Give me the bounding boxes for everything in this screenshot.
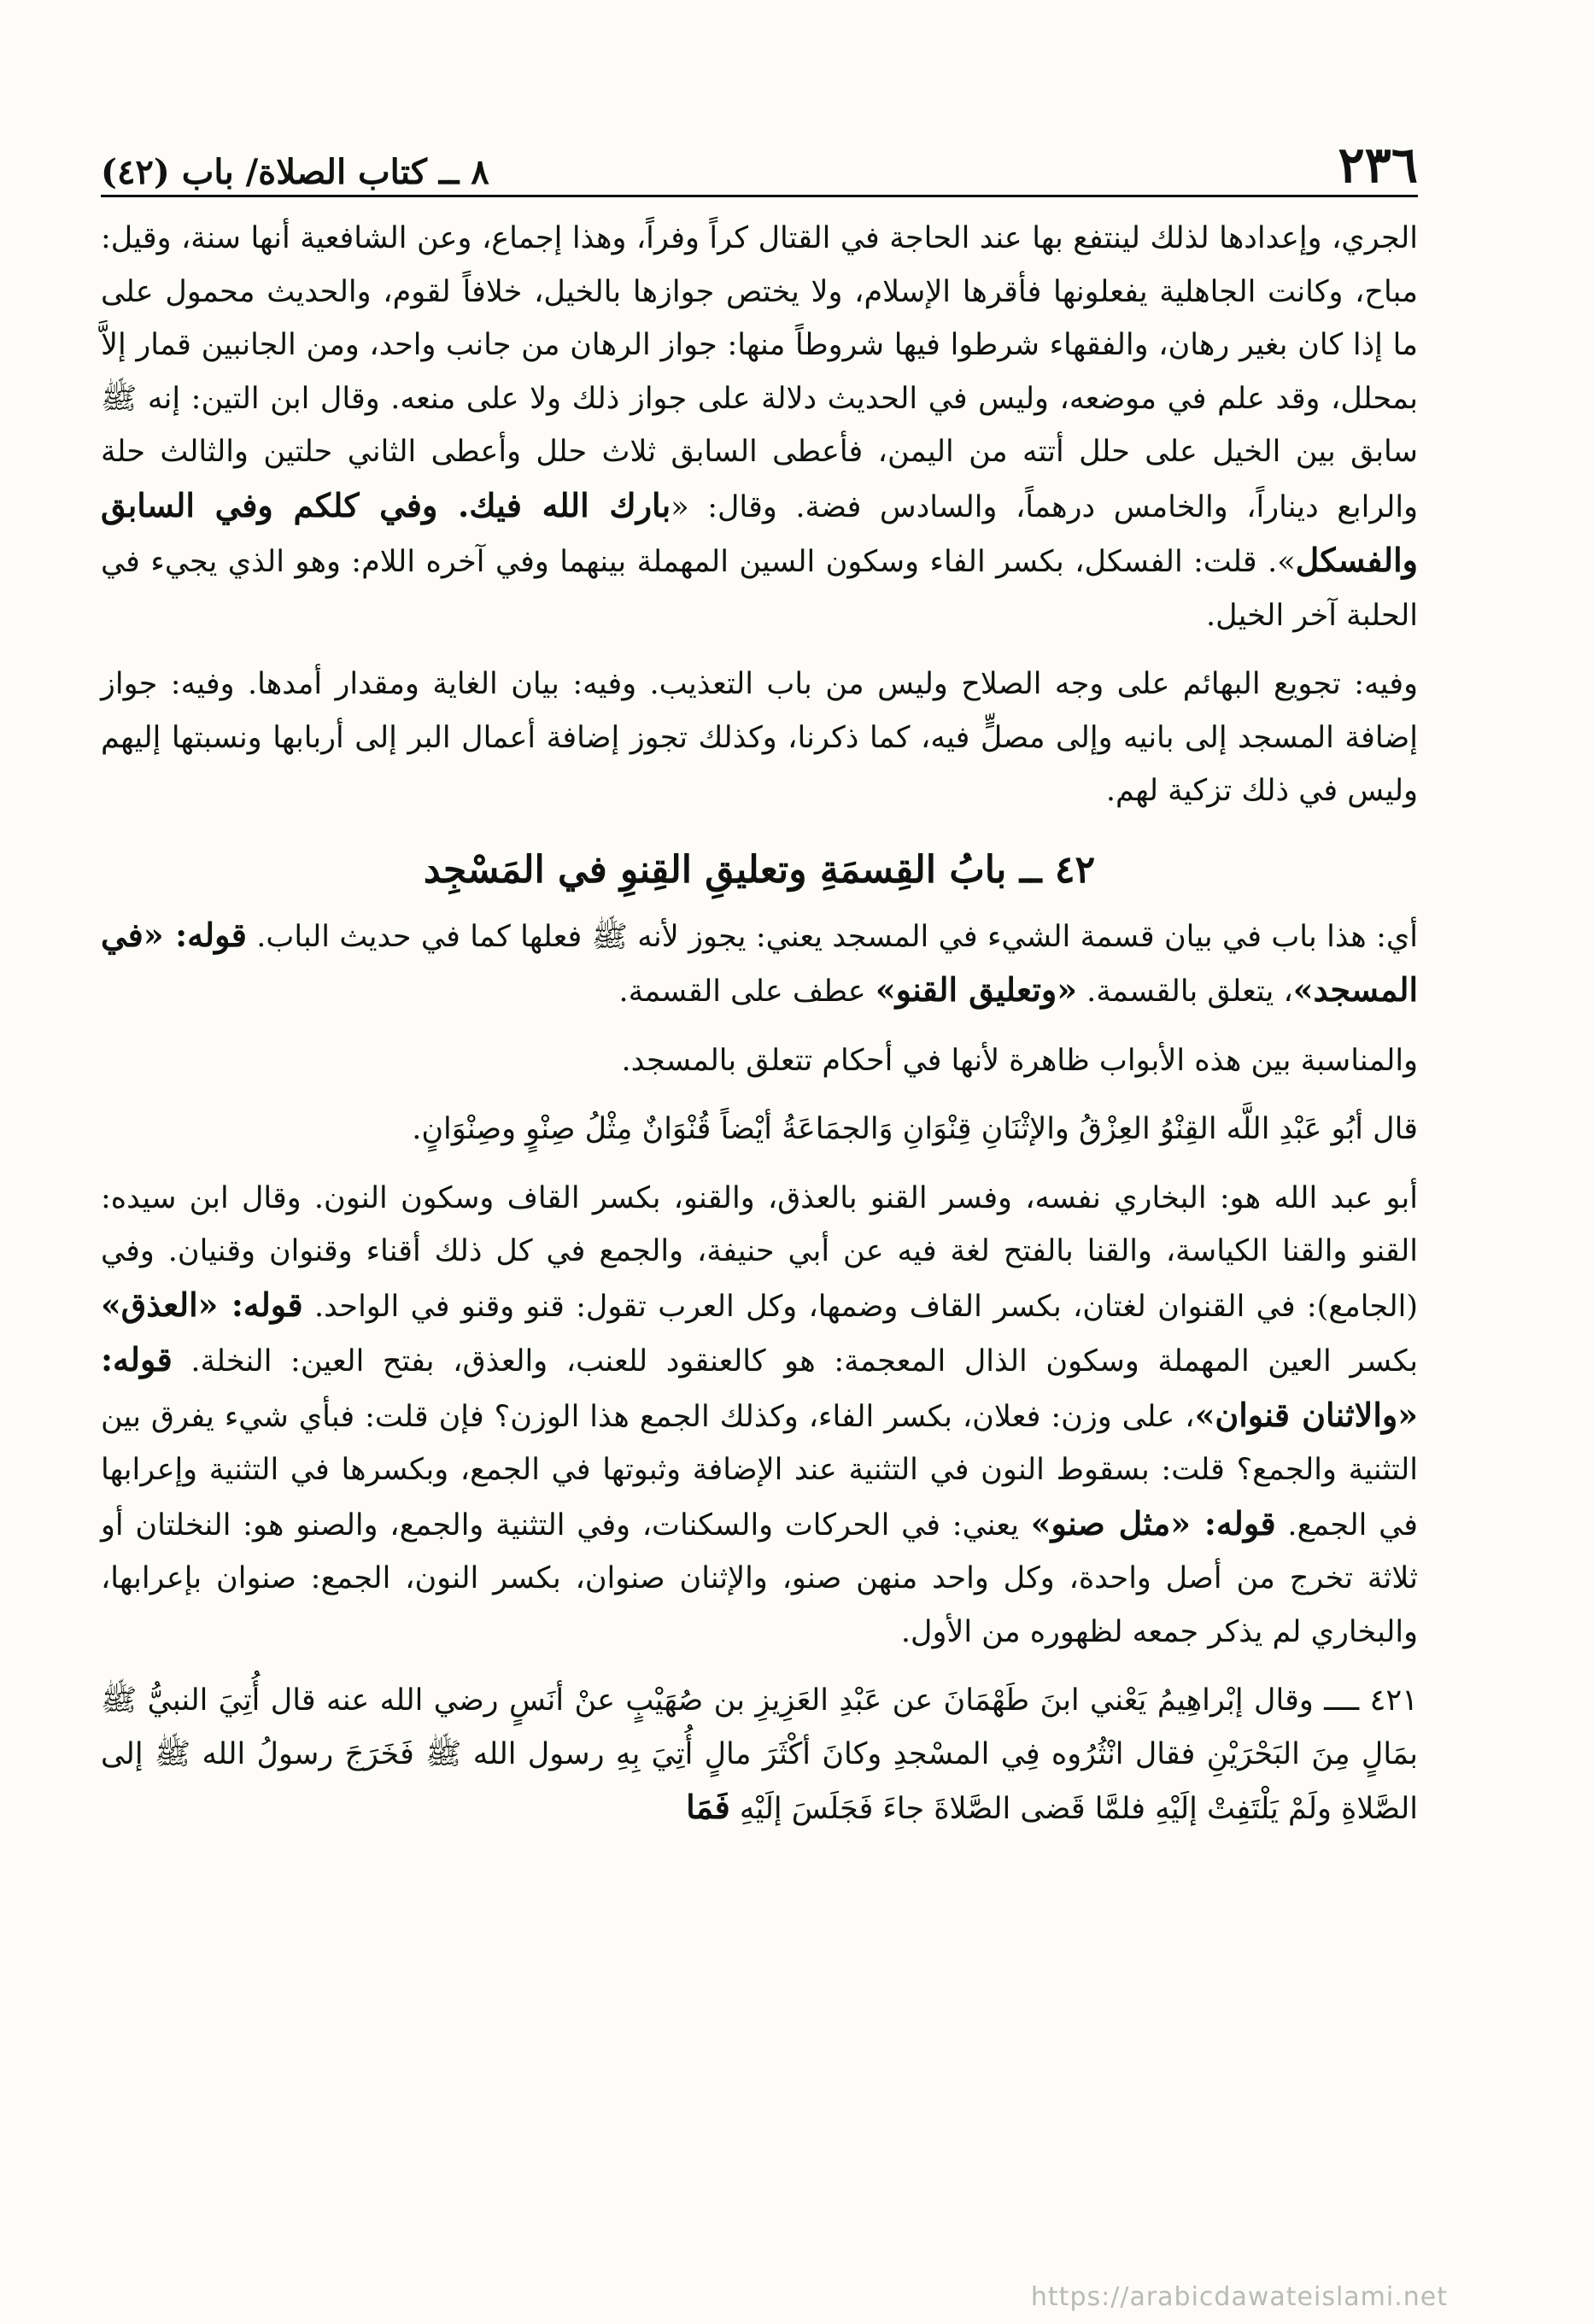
text-segment: ، على وزن: فعلان، بكسر الفاء، وكذلك الجمع هذا الوزن؟ فإن قلت: فبأي شيء يفرق بين التثنية والجمع؟ قلت: بسقوط النون في التثنية عند الإضافة وثبوتها في الجمع، وبكسرها في التثنية وإعرابها في الجمع.: [101, 1399, 1418, 1543]
hadith-paragraph: [101, 1674, 1418, 1836]
paragraph: [101, 1034, 1418, 1088]
text-segment: يعني: في الحركات والسكنات، وفي التثنية والجمع، والصنو هو: النخلتان أو ثلاثة تخرج من أصل واحدة، وكل واحد منهن صنو، والإثنان صنوان، بكسر النون، الجمع: صنوان بإعرابها، والبخاري لم يذكر جمعه لظهوره من الأول.: [101, 1507, 1418, 1649]
paragraph: [101, 1103, 1418, 1156]
bold-segment: فَمَا: [686, 1788, 730, 1826]
watermark: https://arabicdawateislami.net: [1030, 2282, 1448, 2312]
header-rule: [101, 195, 1418, 197]
text-segment: وفيه: تجويع البهائم على وجه الصلاح وليس من باب التعذيب. وفيه: بيان الغاية ومقدار أمدها. وفيه: جواز إضافة المسجد إلى بانيه وإلى مصلٍّ فيه، كما ذكرنا، وكذلك تجوز إضافة أعمال البر إلى أربابها ونسبتها إليهم وليس في ذلك تزكية لهم.: [101, 667, 1418, 808]
bold-segment: بارك الله فيك. وفي كلكم وفي السابق والفسكل: [101, 485, 1418, 579]
text-segment: والمناسبة بين هذه الأبواب ظاهرة لأنها في أحكام تتعلق بالمسجد.: [621, 1043, 1418, 1078]
chapter-heading: ٤٢ ــ بابُ القِسمَةِ وتعليقِ القِنوِ في المَسْجِد: [423, 847, 1096, 892]
paragraph: [101, 1172, 1418, 1660]
bold-segment: قوله: «العذق»: [101, 1285, 303, 1324]
paragraph: [101, 909, 1418, 1019]
page-header: [101, 120, 1418, 194]
bold-segment: «وتعليق القنو»: [875, 970, 1077, 1009]
text-segment: ٤٢١ ــــ وقال إبْراهِيمُ يَعْني ابنَ طَهْمَانَ عن عَبْدِ العَزِيزِ بن صُهَيْبٍ عنْ أنَسٍ رضي الله عنه قال أُتِيَ النبيُّ ﷺ بمَالٍ مِنَ البَحْرَيْنِ فقال انْثُرُوه فِي المسْجدِ وكانَ أكْثَرَ مالٍ أُتِيَ بِهِ رسول الله ﷺ فَخَرَجَ رسولُ الله ﷺ إلى الصَّلاةِ ولَمْ يَلْتَفِتْ إلَيْهِ فلمَّا قَضى الصَّلاةَ جاءَ فَجَلَسَ إلَيْهِ: [101, 1683, 1418, 1826]
text-segment: الجري، وإعدادها لذلك لينتفع بها عند الحاجة في القتال كراً وفراً، وهذا إجماع، وعن الشافعية أنها سنة، وقيل: مباح، وكانت الجاهلية يفعلونها فأقرها الإسلام، ولا يختص جوازها بالخيل، خلافاً لقوم، والحديث محمول على ما إذا كان بغير رهان، والفقهاء شرطوا فيها شروطاً منها: جواز الرهان من جانب واحد، ومن الجانبين قمار إلاَّ بمحلل، وقد علم في موضعه، وليس في الحديث دلالة على جواز ذلك ولا على منعه. وقال ابن التين: إنه ﷺ سابق بين الخيل على حلل أتته من اليمن، فأعطى السابق ثلاث حلل وأعطى الثاني حلتين والثالث حلة والرابع ديناراً، والخامس درهماً، والسادس فضة. وقال: «: [101, 221, 1418, 524]
text-segment: عطف على القسمة.: [618, 975, 876, 1009]
bold-segment: قوله: «والاثنان قنوان»: [101, 1340, 1418, 1434]
paragraph: [101, 658, 1418, 818]
body-text: [101, 212, 1418, 1836]
text-segment: بكسر العين المهملة وسكون الذال المعجمة: هو كالعنقود للعنب، والعذق، بفتح العين: النخلة.: [172, 1344, 1419, 1379]
paragraph: [101, 212, 1418, 642]
bold-segment: قوله: «في المسجد»: [101, 915, 1418, 1009]
text-segment: أي: هذا باب في بيان قسمة الشيء في المسجد يعني: يجوز لأنه ﷺ فعلها كما في حديث الباب.: [246, 919, 1418, 954]
text-segment: قال أبُو عَبْدِ اللَّه القِنْوُ العِزْقُ والإثْنَانِ قِنْوَانِ وَالجمَاعَةُ أيْضاً قُنْوَانٌ مِثْلُ صِنْوٍ وصِنْوَانٍ.: [412, 1112, 1418, 1146]
running-head: ٨ ــ كتاب الصلاة/ باب (٤٢): [101, 152, 489, 192]
text-segment: أبو عبد الله هو: البخاري نفسه، وفسر القنو بالعذق، والقنو، بكسر القاف وسكون النون. وقال ابن سيده: القنو والقنا الكياسة، والقنا بالفتح لغة فيه عن أبي حنيفة، والجمع في كل ذلك أقناء وقنوان وقنيان. وفي (الجامع): في القنوان لغتان، بكسر القاف وضمها، وكل العرب تقول: قنو وقنو في الواحد.: [101, 1180, 1418, 1324]
text-segment: ». قلت: الفسكل، بكسر الفاء وسكون السين المهملة بينهما وفي آخره اللام: وهو الذي يجيء في الحلبة آخر الخيل.: [101, 545, 1418, 633]
bold-segment: قوله: «مثل صنو»: [1030, 1503, 1276, 1543]
text-segment: ، يتعلق بالقسمة.: [1077, 975, 1293, 1009]
page-number: ٢٣٦: [1338, 136, 1418, 194]
